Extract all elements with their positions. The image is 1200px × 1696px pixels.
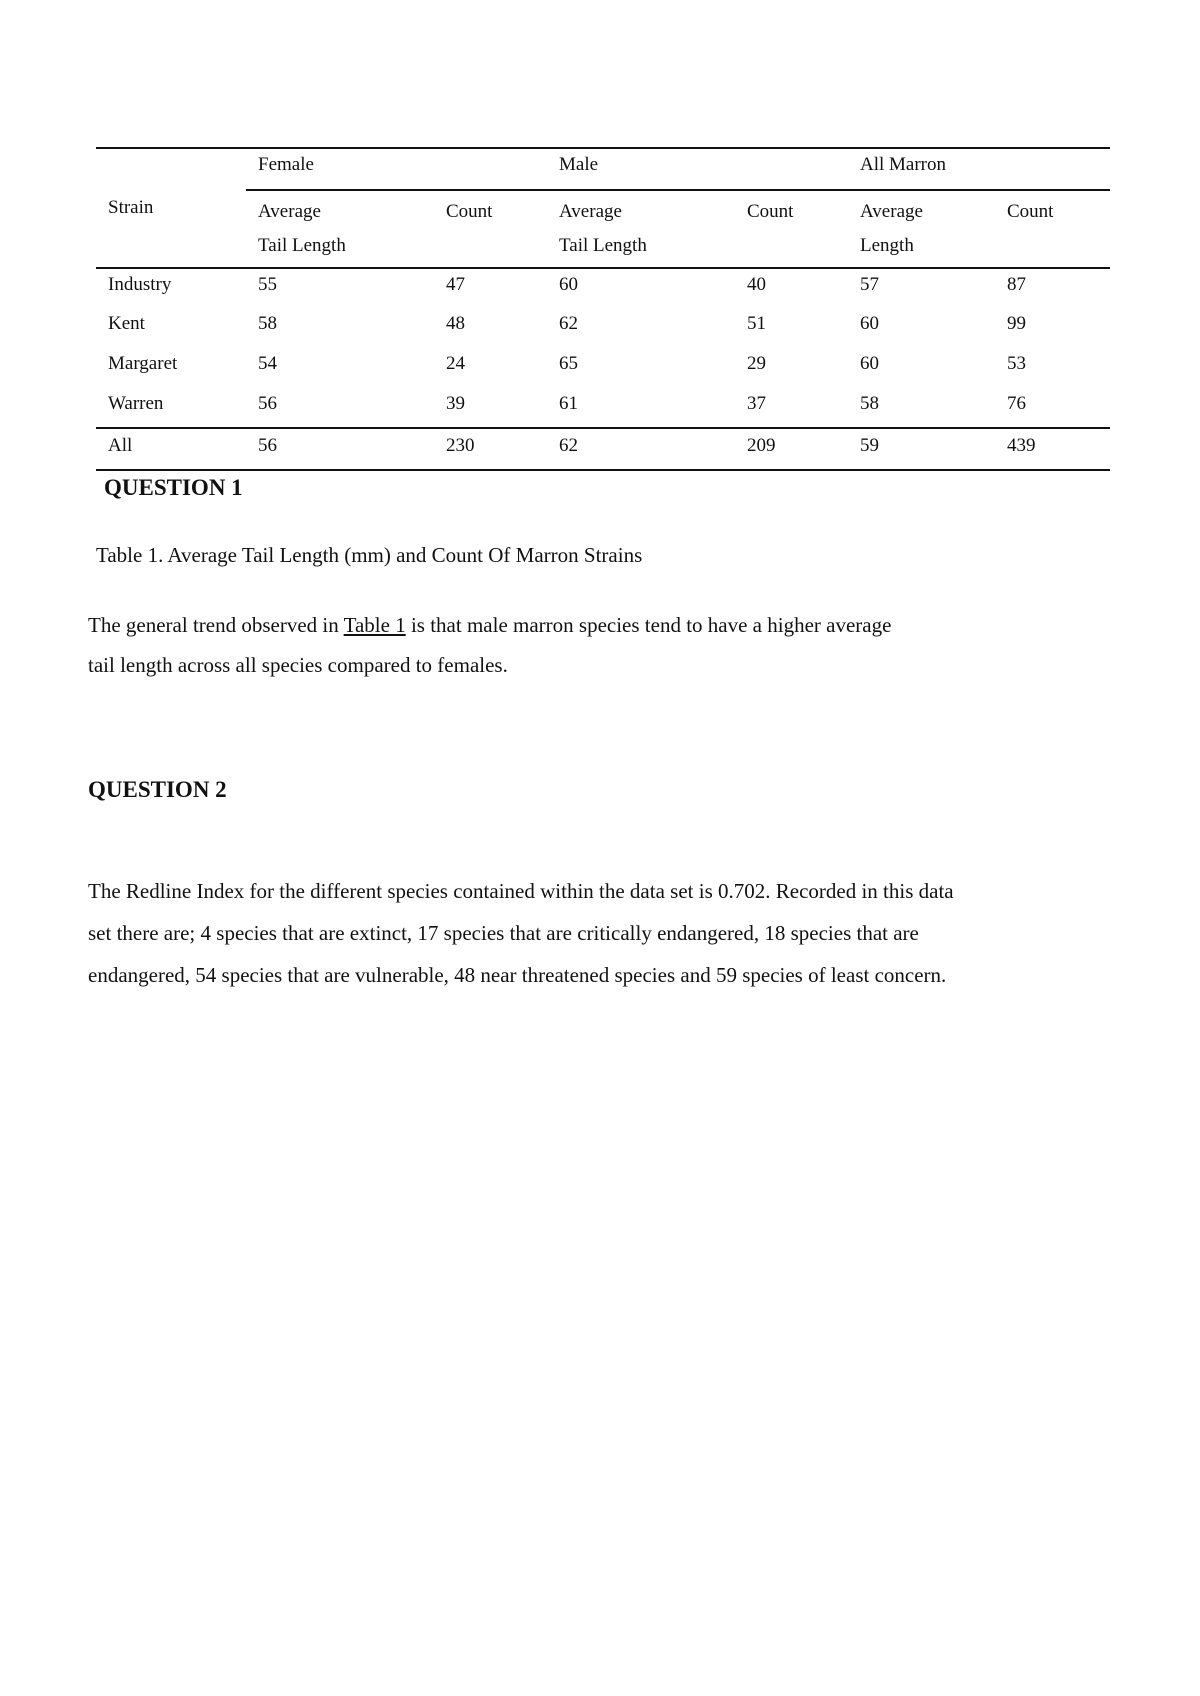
question-2-answer [88,870,1118,996]
all-count-header: Count [995,190,1110,268]
table-cell: 60 [559,274,578,295]
marron-strains-table [96,147,1110,471]
table-cell: 51 [747,313,766,334]
strain-name: Warren [108,393,164,414]
table-cell: 61 [559,393,578,414]
table-cell: 439 [995,428,1110,470]
table-cell: 56 [258,393,277,414]
table-cell: 47 [446,274,465,295]
table-cell: 62 [559,313,578,334]
table-cell: 37 [747,393,766,414]
answer-text: is that male marron species tend to have a higher average [405,613,892,637]
question-1-answer [88,605,1088,685]
table-cell: 57 [860,274,879,295]
total-label: All [96,428,246,470]
all-marron-group-header: All Marron [848,148,1110,190]
table-cell: 230 [434,428,547,470]
table-cell: 87 [1007,274,1026,295]
table-row [96,348,1110,388]
strain-name: Margaret [108,353,178,374]
table-cell: 59 [848,428,995,470]
male-group-header: Male [547,148,848,190]
table-caption: Table 1. Average Tail Length (mm) and Count Of Marron Strains [96,543,643,567]
table-cell: 56 [246,428,434,470]
table-cell: 99 [1007,313,1026,334]
table-1-reference-link[interactable]: Table 1 [343,613,406,637]
table-cell: 76 [1007,393,1026,414]
strain-header: Strain [96,148,246,268]
table-total-row [96,428,1110,470]
male-avg-header: Average Tail Length [547,190,735,268]
question-2-heading: QUESTION 2 [88,777,227,802]
table-row [96,388,1110,428]
table-cell: 58 [258,313,277,334]
strain-name: Kent [108,313,145,334]
table-cell: 58 [860,393,879,414]
table-row [96,308,1110,348]
female-group-header: Female [246,148,547,190]
answer-text: The general trend observed in [88,613,344,637]
table-cell: 55 [258,274,277,295]
female-count-header: Count [434,190,547,268]
table-row [96,268,1110,308]
table-cell: 39 [446,393,465,414]
question-1-heading: QUESTION 1 [104,475,243,500]
table-cell: 48 [446,313,465,334]
table-cell: 54 [258,353,277,374]
table-cell: 65 [559,353,578,374]
answer-line: endangered, 54 species that are vulnerable, 48 near threatened species and 59 species of least concern. [88,963,947,987]
table-cell: 60 [860,313,879,334]
answer-line: The Redline Index for the different species contained within the data set is 0.702. Recorded in this data [88,879,954,903]
table-cell: 24 [446,353,465,374]
strain-name: Industry [108,274,172,295]
answer-text: tail length across all species compared to females. [88,653,508,677]
table-cell: 29 [747,353,766,374]
female-avg-header: Average Tail Length [246,190,434,268]
table-cell: 53 [1007,353,1026,374]
all-avg-header: Average Length [848,190,995,268]
answer-line: set there are; 4 species that are extinct, 17 species that are critically endangered, 18 species that are [88,921,919,945]
male-count-header: Count [735,190,848,268]
table-cell: 60 [860,353,879,374]
table-cell: 40 [747,274,766,295]
table-cell: 62 [547,428,735,470]
table-cell: 209 [735,428,848,470]
